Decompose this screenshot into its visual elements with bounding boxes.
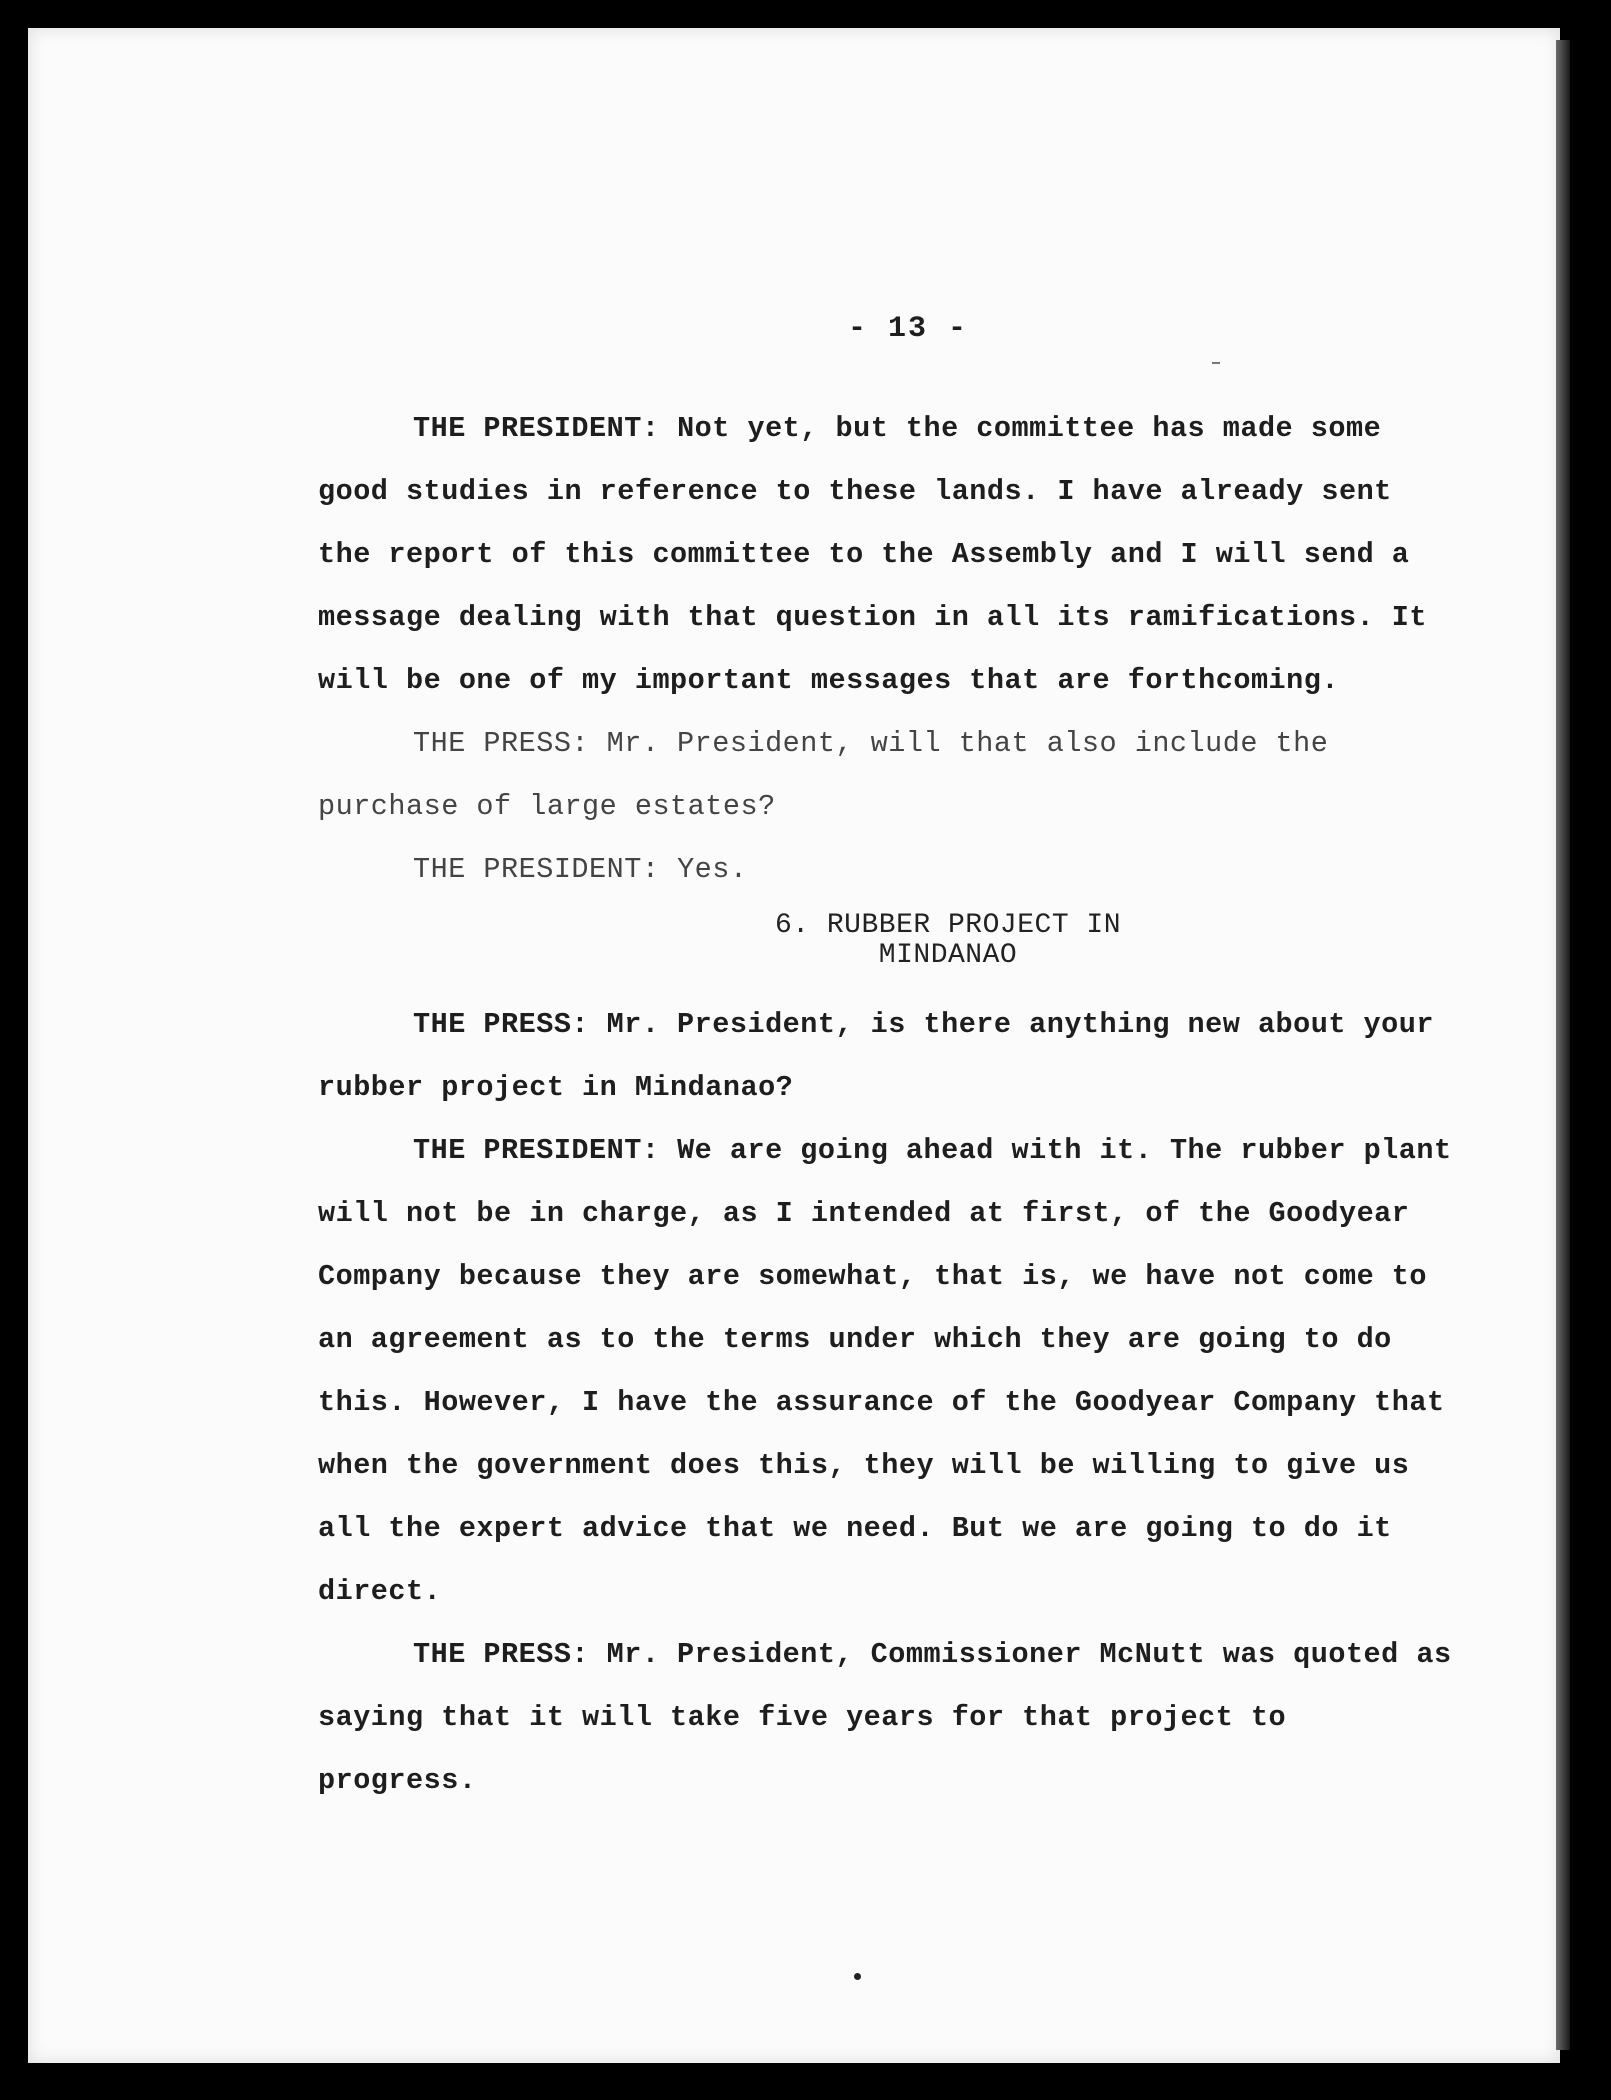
- document-body: [318, 298, 1458, 1812]
- paragraph-text: Yes.: [677, 853, 748, 886]
- page-number: - 13 -: [847, 312, 969, 346]
- section-heading: [438, 911, 1458, 971]
- paragraph: [318, 1623, 1458, 1812]
- paragraph-text: Mr. President, is there anything new about your rubber project in Mindanao?: [318, 1008, 1434, 1104]
- paragraph-text: We are going ahead with it. The rubber plant will not be in charge, as I intended at first, of the Goodyear Company because they are somewhat, that is, we have not come to an agreement as to the terms under which they are going to do this. However, I have the assurance of the Goodyear Company that when the government does this, they will be willing to give us all the expert advice that we need. But we are going to do it direct.: [318, 1134, 1452, 1608]
- ink-dot: [854, 1973, 861, 1980]
- paragraph: [318, 838, 1458, 901]
- speaker-label: THE PRESS:: [413, 1638, 590, 1671]
- speaker-label: THE PRESIDENT:: [413, 1134, 660, 1167]
- paragraph-text: Not yet, but the committee has made some good studies in reference to these lands. I have already sent the report of this committee to the Assembly and I will send a message dealing with that question in all its ramifications. It will be one of my important messages that are forthcoming.: [318, 412, 1427, 697]
- page-edge-shadow: [1556, 40, 1570, 2050]
- speaker-label: THE PRESIDENT:: [413, 853, 660, 886]
- paragraph-text: Mr. President, Commissioner McNutt was quoted as saying that it will take five years for that project to progress.: [318, 1638, 1452, 1797]
- paragraph: [318, 712, 1458, 838]
- document-page: [28, 28, 1560, 2063]
- paragraph: [318, 1119, 1458, 1623]
- speaker-label: THE PRESS:: [413, 727, 590, 760]
- section-heading-line: 6. RUBBER PROJECT IN: [774, 910, 1122, 941]
- paragraph-text: Mr. President, will that also include the purchase of large estates?: [318, 727, 1329, 823]
- speaker-label: THE PRESIDENT:: [413, 412, 660, 445]
- paragraph: [318, 397, 1458, 712]
- section-heading-line: MINDANAO: [878, 940, 1018, 971]
- speaker-label: THE PRESS:: [413, 1008, 590, 1041]
- paragraph: [318, 993, 1458, 1119]
